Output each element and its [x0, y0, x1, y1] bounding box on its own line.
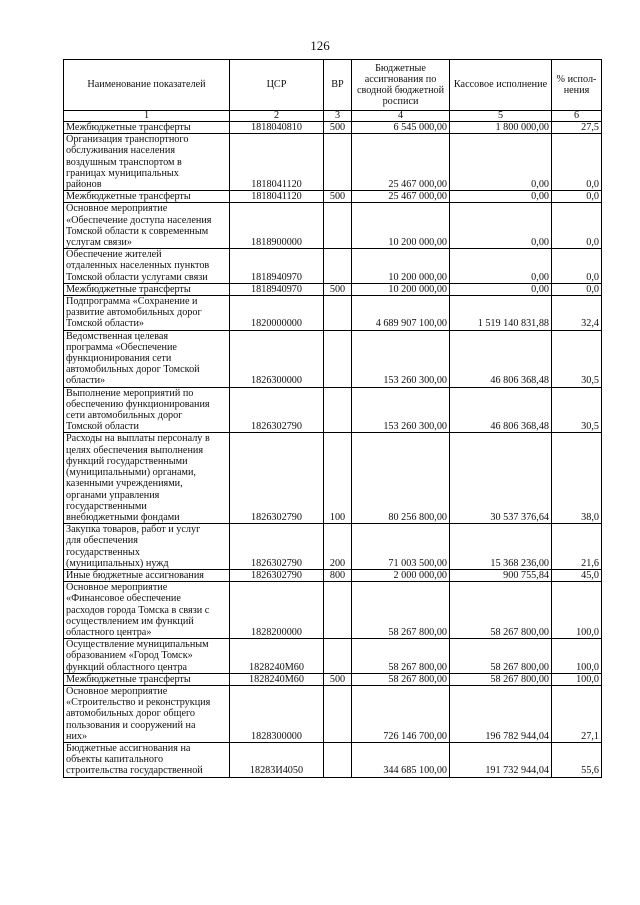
row-csr: 1826302790: [230, 524, 324, 570]
row-name: Межбюджетные трансферты: [64, 673, 230, 685]
row-allocation: 2 000 000,00: [352, 569, 450, 581]
table-row: [64, 685, 602, 742]
row-allocation: 58 267 800,00: [352, 582, 450, 639]
row-vr: [324, 203, 352, 249]
table-row: [64, 283, 602, 295]
row-allocation: 726 146 700,00: [352, 685, 450, 742]
row-vr: 500: [324, 122, 352, 134]
row-vr: [324, 330, 352, 387]
row-name: Основное мероприятие «Обеспечение доступа населения Томской области к современным услугам связи»: [64, 203, 230, 249]
header-row: [64, 60, 602, 111]
row-name: Межбюджетные трансферты: [64, 122, 230, 134]
table-row: [64, 433, 602, 524]
row-name: Иные бюджетные ассигнования: [64, 569, 230, 581]
row-name: Обеспечение жителей отдаленных населенных пунктов Томской области услугами связи: [64, 249, 230, 284]
row-vr: 500: [324, 283, 352, 295]
row-allocation: 71 003 500,00: [352, 524, 450, 570]
row-name: Осуществление муниципальным образованием «Город Томск» функций областного центра: [64, 639, 230, 674]
row-vr: [324, 249, 352, 284]
row-percent: 30,5: [552, 387, 602, 433]
row-percent: 0,0: [552, 249, 602, 284]
column-number: 3: [324, 111, 352, 122]
row-csr: 1826302790: [230, 569, 324, 581]
table-row: [64, 122, 602, 134]
column-number: 6: [552, 111, 602, 122]
row-allocation: 58 267 800,00: [352, 673, 450, 685]
budget-execution-table: [63, 59, 602, 778]
header-csr: ЦСР: [230, 60, 324, 111]
row-execution: 0,00: [450, 134, 552, 191]
row-name: Расходы на выплаты персоналу в целях обеспечения выполнения функций государственными (муниципальными) органами, казенными учреждениями, органами управления государственными внебюджетными фондами: [64, 433, 230, 524]
row-allocation: 10 200 000,00: [352, 249, 450, 284]
row-percent: 21,6: [552, 524, 602, 570]
column-number: 5: [450, 111, 552, 122]
row-execution: 900 755,84: [450, 569, 552, 581]
table-row: [64, 742, 602, 777]
header-execution: Кассовое исполнение: [450, 60, 552, 111]
row-percent: 100,0: [552, 673, 602, 685]
row-execution: 1 800 000,00: [450, 122, 552, 134]
column-number: 2: [230, 111, 324, 122]
row-execution: 46 806 368,48: [450, 330, 552, 387]
row-vr: 500: [324, 673, 352, 685]
row-vr: [324, 685, 352, 742]
row-csr: 1818940970: [230, 283, 324, 295]
column-number: 1: [64, 111, 230, 122]
row-percent: 27,5: [552, 122, 602, 134]
row-vr: 100: [324, 433, 352, 524]
row-execution: 191 732 944,04: [450, 742, 552, 777]
row-percent: 0,0: [552, 203, 602, 249]
row-allocation: 344 685 100,00: [352, 742, 450, 777]
row-execution: 0,00: [450, 203, 552, 249]
row-csr: 1820000000: [230, 296, 324, 331]
table-row: [64, 249, 602, 284]
row-csr: 1818041120: [230, 134, 324, 191]
row-execution: 0,00: [450, 283, 552, 295]
table-row: [64, 296, 602, 331]
row-percent: 55,6: [552, 742, 602, 777]
row-name: Закупка товаров, работ и услуг для обеспечения государственных (муниципальных) нужд: [64, 524, 230, 570]
row-percent: 30,5: [552, 330, 602, 387]
row-percent: 38,0: [552, 433, 602, 524]
row-csr: 18283И4050: [230, 742, 324, 777]
row-name: Ведомственная целевая программа «Обеспечение функционирования сети автомобильных дорог Томской области»: [64, 330, 230, 387]
row-percent: 45,0: [552, 569, 602, 581]
header-vr: ВР: [324, 60, 352, 111]
row-execution: 58 267 800,00: [450, 673, 552, 685]
row-execution: 46 806 368,48: [450, 387, 552, 433]
table-row: [64, 134, 602, 191]
row-allocation: 10 200 000,00: [352, 283, 450, 295]
table-row: [64, 191, 602, 203]
row-execution: 196 782 944,04: [450, 685, 552, 742]
row-vr: 500: [324, 191, 352, 203]
table-body: [64, 122, 602, 778]
row-percent: 0,0: [552, 283, 602, 295]
row-execution: 30 537 376,64: [450, 433, 552, 524]
table-row: [64, 387, 602, 433]
table-row: [64, 569, 602, 581]
row-allocation: 153 260 300,00: [352, 330, 450, 387]
row-execution: 0,00: [450, 191, 552, 203]
row-execution: 0,00: [450, 249, 552, 284]
row-vr: [324, 296, 352, 331]
row-name: Подпрограмма «Сохранение и развитие автомобильных дорог Томской области»: [64, 296, 230, 331]
row-allocation: 58 267 800,00: [352, 639, 450, 674]
row-allocation: 4 689 907 100,00: [352, 296, 450, 331]
row-csr: 1818041120: [230, 191, 324, 203]
header-percent: % испол-нения: [552, 60, 602, 111]
row-execution: 1 519 140 831,88: [450, 296, 552, 331]
row-csr: 1828300000: [230, 685, 324, 742]
row-name: Межбюджетные трансферты: [64, 191, 230, 203]
row-percent: 0,0: [552, 134, 602, 191]
table-row: [64, 330, 602, 387]
row-csr: 1828240М60: [230, 639, 324, 674]
row-percent: 0,0: [552, 191, 602, 203]
row-csr: 1818940970: [230, 249, 324, 284]
row-name: Выполнение мероприятий по обеспечению функционирования сети автомобильных дорог Томской области: [64, 387, 230, 433]
header-name: Наименование показателей: [64, 60, 230, 111]
row-csr: 1826302790: [230, 433, 324, 524]
page-number: 126: [310, 38, 330, 53]
row-execution: 58 267 800,00: [450, 639, 552, 674]
row-name: Бюджетные ассигнования на объекты капитального строительства государственной: [64, 742, 230, 777]
row-name: Основное мероприятие «Финансовое обеспечение расходов города Томска в связи с осуществлением им функций областного центра»: [64, 582, 230, 639]
row-csr: 1828240М60: [230, 673, 324, 685]
row-allocation: 6 545 000,00: [352, 122, 450, 134]
header-allocation: Бюджетные ассигнования по сводной бюджетной росписи: [352, 60, 450, 111]
row-allocation: 153 260 300,00: [352, 387, 450, 433]
row-vr: [324, 639, 352, 674]
row-csr: 1826302790: [230, 387, 324, 433]
row-csr: 1826300000: [230, 330, 324, 387]
row-vr: [324, 742, 352, 777]
row-percent: 100,0: [552, 639, 602, 674]
row-allocation: 10 200 000,00: [352, 203, 450, 249]
row-csr: 1828200000: [230, 582, 324, 639]
row-allocation: 80 256 800,00: [352, 433, 450, 524]
row-percent: 100,0: [552, 582, 602, 639]
table-row: [64, 524, 602, 570]
table-row: [64, 203, 602, 249]
table-row: [64, 673, 602, 685]
table-row: [64, 639, 602, 674]
row-csr: 1818900000: [230, 203, 324, 249]
row-vr: [324, 134, 352, 191]
row-vr: [324, 387, 352, 433]
row-execution: 58 267 800,00: [450, 582, 552, 639]
row-vr: [324, 582, 352, 639]
row-name: Межбюджетные трансферты: [64, 283, 230, 295]
row-percent: 27,1: [552, 685, 602, 742]
row-vr: 800: [324, 569, 352, 581]
row-name: Основное мероприятие «Строительство и реконструкция автомобильных дорог общего пользования и сооружений на них»: [64, 685, 230, 742]
table-row: [64, 582, 602, 639]
column-number: 4: [352, 111, 450, 122]
row-name: Организация транспортного обслуживания населения воздушным транспортом в границах муниципальных районов: [64, 134, 230, 191]
row-csr: 1818040810: [230, 122, 324, 134]
row-allocation: 25 467 000,00: [352, 134, 450, 191]
row-execution: 15 368 236,00: [450, 524, 552, 570]
row-percent: 32,4: [552, 296, 602, 331]
row-allocation: 25 467 000,00: [352, 191, 450, 203]
row-vr: 200: [324, 524, 352, 570]
column-number-row: [64, 111, 602, 122]
